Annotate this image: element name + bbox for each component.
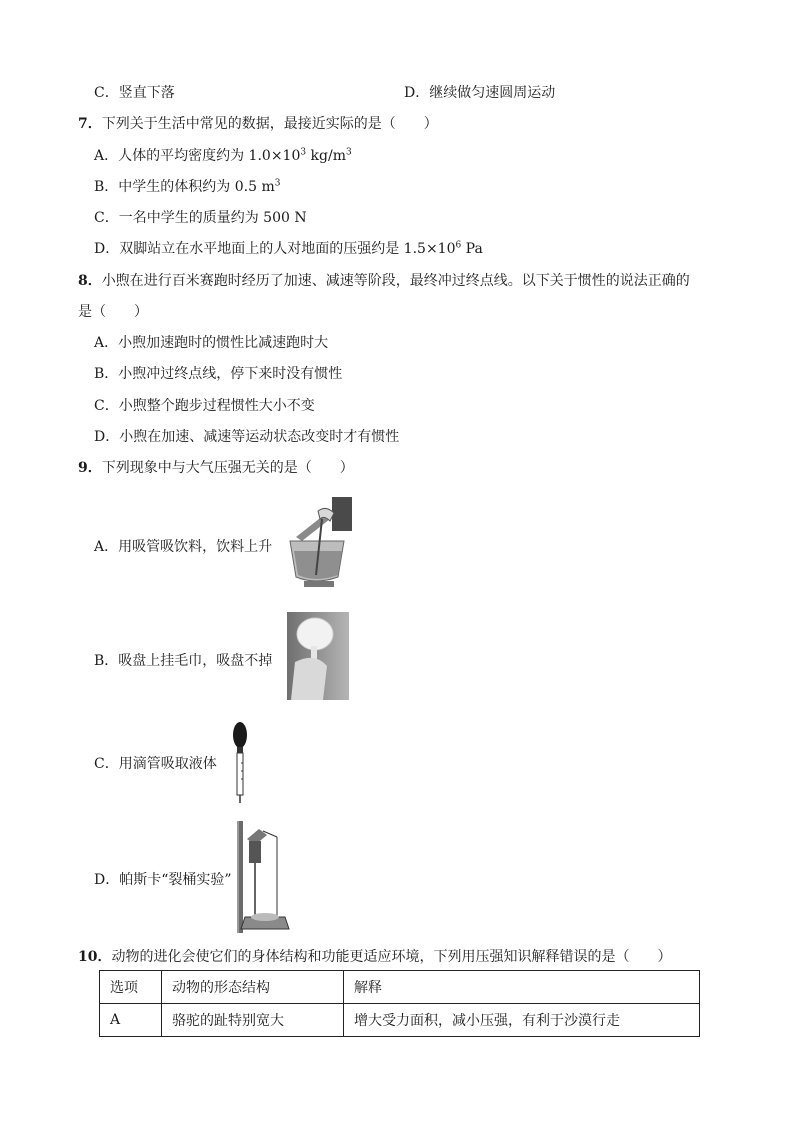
q9-stem <box>78 457 354 477</box>
q9-option-a: A．用吸管吸饮料，饮料上升 <box>94 539 273 555</box>
table-header-cell: 解释 <box>344 971 700 1004</box>
table-cell: 骆驼的趾特别宽大 <box>162 1004 344 1037</box>
q9-number: 9． <box>78 460 102 476</box>
q8-stem-line1: 小煦在进行百米赛跑时经历了加速、减速等阶段，最终冲过终点线。以下关于惯性的说法正确的 <box>101 273 690 289</box>
q7-option-d-text: D．双脚站立在水平地面上的人对地面的压强约是 1.5×10 <box>94 241 456 257</box>
table-row <box>100 1004 700 1037</box>
q7-option-d-unit: Pa <box>461 241 483 257</box>
q7-option-d <box>94 238 483 258</box>
q9-stem-text: 下列现象中与大气压强无关的是（ ） <box>101 460 354 476</box>
q8-option-c: C．小煦整个跑步过程惯性大小不变 <box>94 398 315 414</box>
q7-stem <box>78 113 438 133</box>
table-header-cell: 动物的形态结构 <box>162 971 344 1004</box>
table-header-cell: 选项 <box>100 971 162 1004</box>
q6-option-d: D．继续做匀速圆周运动 <box>404 85 556 101</box>
q7-option-a-exp: 3 <box>300 147 307 158</box>
q7-option-d-exp: 6 <box>455 240 462 251</box>
q10-stem <box>78 946 671 966</box>
straw-drink-illustration <box>286 497 354 589</box>
q8-stem-line2: 是（ ） <box>78 304 148 320</box>
table-cell: 增大受力面积，减小压强，有利于沙漠行走 <box>344 1004 700 1037</box>
pascal-barrel-illustration <box>237 821 291 933</box>
q10-table <box>99 970 700 1037</box>
q7-option-b <box>94 176 280 196</box>
q7-option-b-text: B．中学生的体积约为 0.5 m <box>94 179 275 195</box>
q6-option-c: C．竖直下落 <box>94 85 175 101</box>
q7-option-b-exp: 3 <box>274 178 281 189</box>
q7-option-a-unit-exp: 3 <box>346 147 352 158</box>
q8-stem <box>78 270 690 290</box>
q7-option-a-unit: kg/m <box>306 148 346 164</box>
q8-option-a: A．小煦加速跑时的惯性比减速跑时大 <box>94 335 329 351</box>
table-cell: A <box>100 1004 162 1037</box>
q7-number: 7． <box>78 116 102 132</box>
table-header-row <box>100 971 700 1004</box>
q8-option-b: B．小煦冲过终点线，停下来时没有惯性 <box>94 366 343 382</box>
q8-number: 8． <box>78 273 102 289</box>
q7-option-a-text: A．人体的平均密度约为 1.0×10 <box>94 148 301 164</box>
suction-cup-towel-illustration <box>287 612 349 700</box>
q7-stem-text: 下列关于生活中常见的数据，最接近实际的是（ ） <box>101 116 438 132</box>
dropper-illustration <box>228 721 252 805</box>
q9-option-b: B．吸盘上挂毛巾，吸盘不掉 <box>94 653 273 669</box>
q10-stem-text: 动物的进化会使它们的身体结构和功能更适应环境，下列用压强知识解释错误的是（ ） <box>111 949 672 965</box>
q7-option-a <box>94 145 352 165</box>
q8-option-d: D．小煦在加速、减速等运动状态改变时才有惯性 <box>94 429 400 445</box>
q7-option-c: C．一名中学生的质量约为 500 N <box>94 210 307 226</box>
q9-option-d: D．帕斯卡“裂桶实验” <box>94 872 232 888</box>
q10-number: 10． <box>78 949 112 965</box>
q9-option-c: C．用滴管吸取液体 <box>94 756 217 772</box>
